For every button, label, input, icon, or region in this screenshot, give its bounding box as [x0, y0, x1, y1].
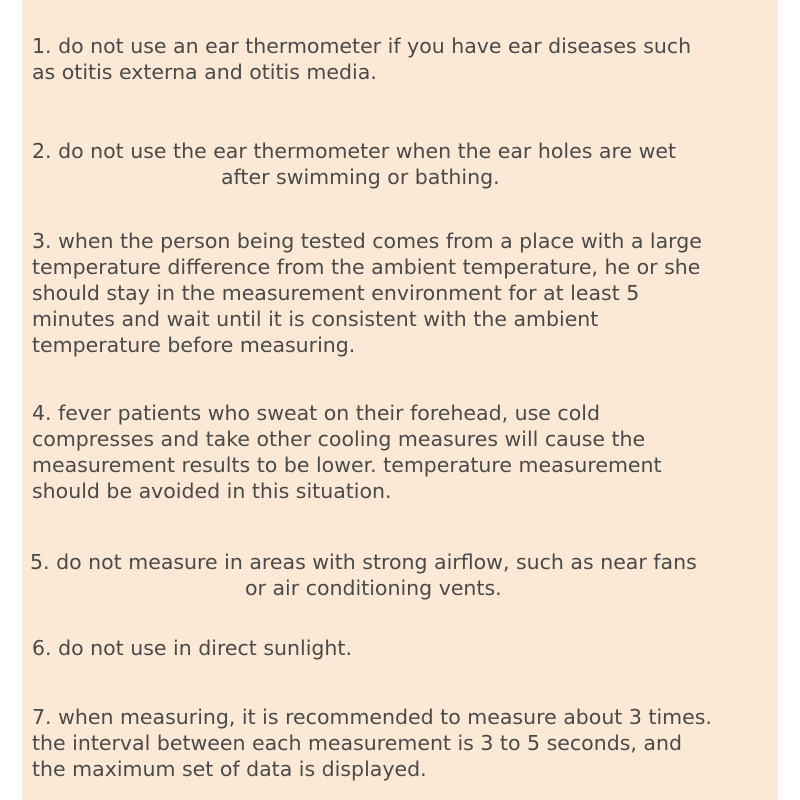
note-5-line-1: 5. do not measure in areas with strong airflow, such as near fans — [30, 550, 697, 574]
note-3-line-1: 3. when the person being tested comes from a place with a large — [32, 229, 702, 253]
note-3 — [32, 228, 702, 358]
note-4-line-1: 4. fever patients who sweat on their forehead, use cold — [32, 401, 600, 425]
note-1-line-2: as otitis externa and otitis media. — [32, 60, 377, 84]
note-2 — [32, 138, 676, 190]
note-6-line-1: 6. do not use in direct sunlight. — [32, 636, 352, 660]
note-2-line-2: after swimming or bathing. — [221, 165, 500, 189]
note-7 — [32, 704, 712, 782]
note-1 — [32, 33, 691, 85]
note-3-line-5: temperature before measuring. — [32, 333, 356, 357]
note-3-line-3: should stay in the measurement environment for at least 5 — [32, 281, 640, 305]
note-6 — [32, 635, 352, 661]
note-1-line-1: 1. do not use an ear thermometer if you have ear diseases such — [32, 34, 692, 58]
note-4 — [32, 400, 662, 504]
note-3-line-2: temperature difference from the ambient temperature, he or she — [32, 255, 701, 279]
note-7-line-2: the interval between each measurement is 3 to 5 seconds, and — [32, 731, 682, 755]
note-7-line-1: 7. when measuring, it is recommended to measure about 3 times. — [32, 705, 712, 729]
note-4-line-2: compresses and take other cooling measures will cause the — [32, 427, 646, 451]
note-3-line-4: minutes and wait until it is consistent with the ambient — [32, 307, 599, 331]
note-5-line-2: or air conditioning vents. — [245, 576, 502, 600]
note-4-line-3: measurement results to be lower. temperature measurement — [32, 453, 662, 477]
note-5 — [30, 549, 697, 601]
note-2-line-1: 2. do not use the ear thermometer when the ear holes are wet — [32, 139, 676, 163]
note-4-line-4: should be avoided in this situation. — [32, 479, 392, 503]
note-7-line-3: the maximum set of data is displayed. — [32, 757, 427, 781]
